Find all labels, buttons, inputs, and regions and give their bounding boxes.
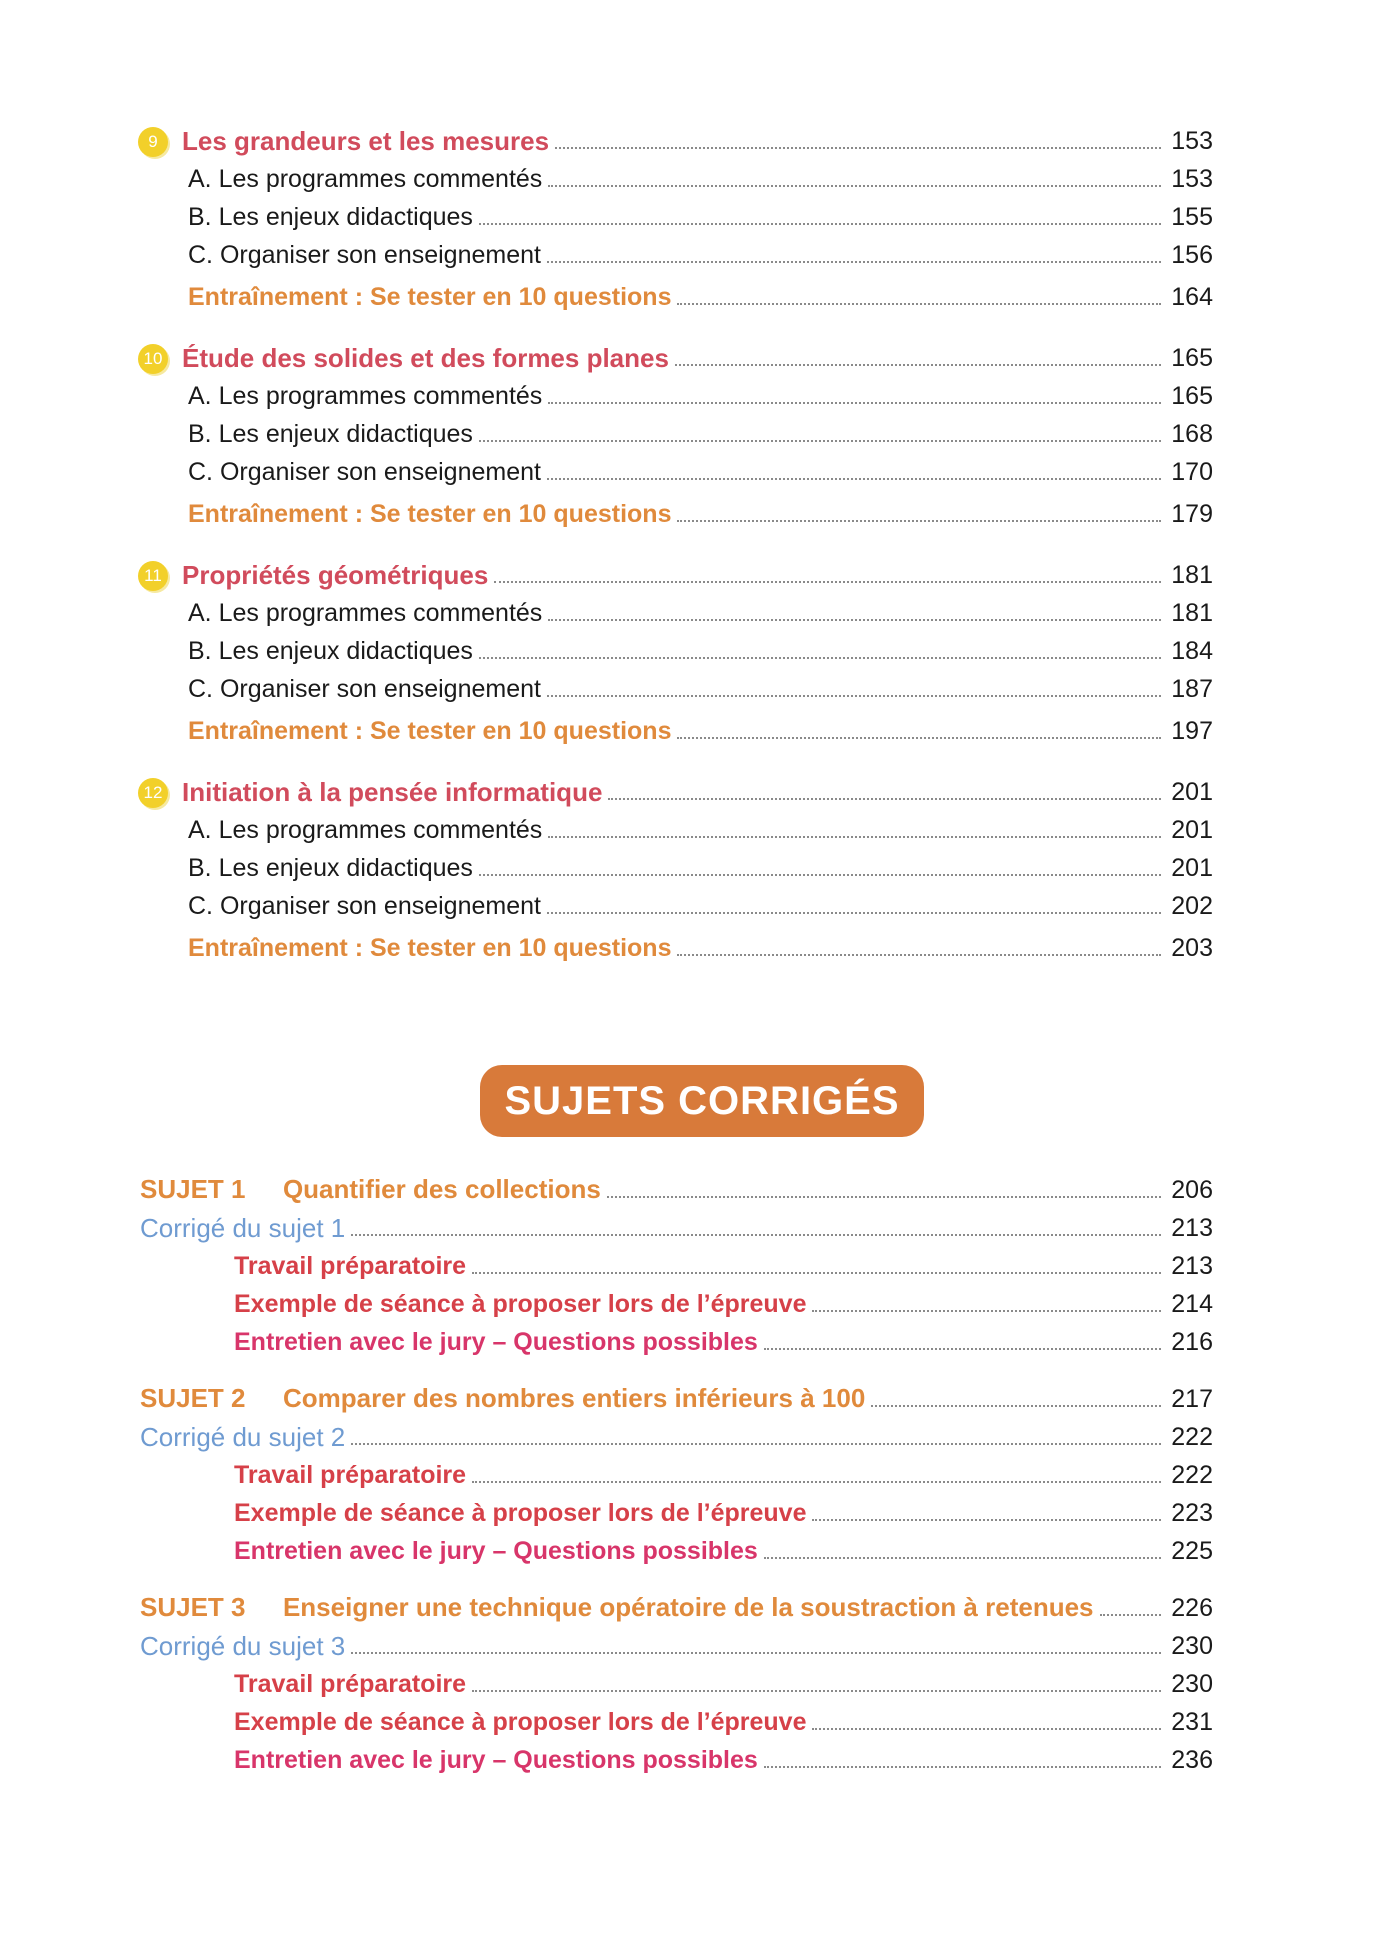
corrige-entry[interactable] xyxy=(140,1415,1213,1453)
page-number: 179 xyxy=(1171,500,1213,528)
page-number: 222 xyxy=(1171,1461,1213,1489)
section-entry[interactable] xyxy=(138,195,1213,233)
chapter-9 xyxy=(138,117,1213,313)
dot-leader xyxy=(479,223,1161,225)
dot-leader xyxy=(351,1652,1161,1654)
dot-leader xyxy=(677,954,1161,956)
dot-leader xyxy=(472,1272,1161,1274)
section-label: B. Les enjeux didactiques xyxy=(188,420,473,448)
item-label: Entretien avec le jury – Questions possibles xyxy=(234,1746,758,1774)
corrige-item[interactable] xyxy=(140,1700,1213,1738)
dot-leader xyxy=(677,303,1161,305)
sujet-1 xyxy=(140,1166,1213,1358)
sujet-number: SUJET 3 xyxy=(140,1592,246,1622)
item-label: Exemple de séance à proposer lors de l’épreuve xyxy=(234,1708,807,1736)
section-entry[interactable] xyxy=(138,412,1213,450)
page-number: 165 xyxy=(1171,382,1213,410)
page-number: 236 xyxy=(1171,1746,1213,1774)
page-number: 184 xyxy=(1171,637,1213,665)
dot-leader xyxy=(764,1557,1161,1559)
chapter-number-badge: 12 xyxy=(138,778,168,808)
dot-leader xyxy=(548,619,1161,621)
chapter-title: Les grandeurs et les mesures xyxy=(182,126,550,156)
section-label: A. Les programmes commentés xyxy=(188,599,543,627)
page-number: 197 xyxy=(1171,717,1213,745)
sujet-heading[interactable] xyxy=(140,1166,1213,1206)
dot-leader xyxy=(764,1766,1161,1768)
page-number: 214 xyxy=(1171,1290,1213,1318)
dot-leader xyxy=(871,1405,1161,1407)
page-number: 206 xyxy=(1171,1176,1213,1204)
section-label: C. Organiser son enseignement xyxy=(188,675,541,703)
dot-leader xyxy=(675,364,1161,366)
dot-leader xyxy=(479,440,1161,442)
page-number: 213 xyxy=(1171,1214,1213,1242)
dot-leader xyxy=(547,261,1161,263)
chapter-title: Propriétés géométriques xyxy=(182,560,489,590)
item-label: Travail préparatoire xyxy=(234,1461,467,1489)
dot-leader xyxy=(812,1310,1161,1312)
page-number: 155 xyxy=(1171,203,1213,231)
training-entry[interactable] xyxy=(138,488,1213,530)
page-number: 213 xyxy=(1171,1252,1213,1280)
item-label: Travail préparatoire xyxy=(234,1252,467,1280)
page-number: 201 xyxy=(1171,854,1213,882)
dot-leader xyxy=(548,402,1161,404)
chapter-number-badge: 11 xyxy=(138,561,168,591)
chapter-heading[interactable] xyxy=(138,551,1213,591)
dot-leader xyxy=(812,1519,1161,1521)
chapter-number-badge: 9 xyxy=(138,127,168,157)
corrige-item[interactable] xyxy=(140,1529,1213,1567)
training-entry[interactable] xyxy=(138,271,1213,313)
corrige-item[interactable] xyxy=(140,1738,1213,1776)
page-number: 202 xyxy=(1171,892,1213,920)
page-number: 225 xyxy=(1171,1537,1213,1565)
sujet-title: Quantifier des collections xyxy=(282,1174,601,1204)
dot-leader xyxy=(351,1443,1161,1445)
sujet-3 xyxy=(140,1584,1213,1776)
sujet-heading[interactable] xyxy=(140,1375,1213,1415)
dot-leader xyxy=(677,737,1161,739)
dot-leader xyxy=(608,798,1161,800)
dot-leader xyxy=(472,1481,1161,1483)
page-number: 231 xyxy=(1171,1708,1213,1736)
dot-leader xyxy=(555,147,1161,149)
training-entry[interactable] xyxy=(138,922,1213,964)
corrige-item[interactable] xyxy=(140,1662,1213,1700)
dot-leader xyxy=(547,478,1161,480)
section-label: B. Les enjeux didactiques xyxy=(188,854,473,882)
section-banner: SUJETS CORRIGÉS xyxy=(480,1065,924,1137)
corrige-label: Corrigé du sujet 2 xyxy=(140,1422,346,1452)
page-number: 170 xyxy=(1171,458,1213,486)
sujet-number: SUJET 2 xyxy=(140,1383,246,1413)
item-label: Entretien avec le jury – Questions possibles xyxy=(234,1537,758,1565)
page-number: 187 xyxy=(1171,675,1213,703)
chapter-heading[interactable] xyxy=(138,334,1213,374)
section-entry[interactable] xyxy=(138,233,1213,271)
dot-leader xyxy=(677,520,1161,522)
section-label: B. Les enjeux didactiques xyxy=(188,203,473,231)
page-number: 222 xyxy=(1171,1423,1213,1451)
dot-leader xyxy=(479,874,1161,876)
page-number: 165 xyxy=(1171,344,1213,372)
page-number: 201 xyxy=(1171,816,1213,844)
sujet-number: SUJET 1 xyxy=(140,1174,246,1204)
dot-leader xyxy=(547,912,1161,914)
page-number: 168 xyxy=(1171,420,1213,448)
dot-leader xyxy=(1100,1614,1162,1616)
chapter-12 xyxy=(138,768,1213,964)
training-entry[interactable] xyxy=(138,705,1213,747)
corrige-item[interactable] xyxy=(140,1244,1213,1282)
dot-leader xyxy=(607,1196,1161,1198)
item-label: Travail préparatoire xyxy=(234,1670,467,1698)
page-number: 153 xyxy=(1171,127,1213,155)
dot-leader xyxy=(494,581,1161,583)
corrige-entry[interactable] xyxy=(140,1624,1213,1662)
page-number: 230 xyxy=(1171,1632,1213,1660)
sujet-2 xyxy=(140,1375,1213,1567)
dot-leader xyxy=(351,1234,1161,1236)
section-label: C. Organiser son enseignement xyxy=(188,458,541,486)
dot-leader xyxy=(472,1690,1161,1692)
chapter-number-badge: 10 xyxy=(138,344,168,374)
page-number: 230 xyxy=(1171,1670,1213,1698)
dot-leader xyxy=(548,836,1161,838)
section-entry[interactable] xyxy=(138,667,1213,705)
dot-leader xyxy=(548,185,1161,187)
page-number: 217 xyxy=(1171,1385,1213,1413)
page-number: 226 xyxy=(1171,1594,1213,1622)
chapter-11 xyxy=(138,551,1213,747)
corrige-item[interactable] xyxy=(140,1282,1213,1320)
section-entry[interactable] xyxy=(138,884,1213,922)
chapter-title: Initiation à la pensée informatique xyxy=(182,777,603,807)
section-label: C. Organiser son enseignement xyxy=(188,892,541,920)
corrige-item[interactable] xyxy=(140,1491,1213,1529)
page-number: 216 xyxy=(1171,1328,1213,1356)
dot-leader xyxy=(547,695,1161,697)
section-label: A. Les programmes commentés xyxy=(188,816,543,844)
chapter-heading[interactable] xyxy=(138,117,1213,157)
chapter-10 xyxy=(138,334,1213,530)
corrige-entry[interactable] xyxy=(140,1206,1213,1244)
training-label: Entraînement : Se tester en 10 questions xyxy=(188,500,672,528)
section-entry[interactable] xyxy=(138,846,1213,884)
page-number: 153 xyxy=(1171,165,1213,193)
section-label: A. Les programmes commentés xyxy=(188,382,543,410)
section-entry[interactable] xyxy=(138,157,1213,195)
section-label: A. Les programmes commentés xyxy=(188,165,543,193)
page-number: 201 xyxy=(1171,778,1213,806)
page-number: 223 xyxy=(1171,1499,1213,1527)
item-label: Exemple de séance à proposer lors de l’épreuve xyxy=(234,1499,807,1527)
training-label: Entraînement : Se tester en 10 questions xyxy=(188,283,672,311)
section-entry[interactable] xyxy=(138,808,1213,846)
page-number: 156 xyxy=(1171,241,1213,269)
corrige-label: Corrigé du sujet 1 xyxy=(140,1213,346,1243)
page-number: 164 xyxy=(1171,283,1213,311)
page-number: 181 xyxy=(1171,561,1213,589)
dot-leader xyxy=(479,657,1161,659)
sujet-title: Comparer des nombres entiers inférieurs à 100 xyxy=(282,1383,866,1413)
chapter-title: Étude des solides et des formes planes xyxy=(182,343,669,373)
corrige-item[interactable] xyxy=(140,1320,1213,1358)
dot-leader xyxy=(812,1728,1161,1730)
corrige-label: Corrigé du sujet 3 xyxy=(140,1631,346,1661)
item-label: Exemple de séance à proposer lors de l’épreuve xyxy=(234,1290,807,1318)
corrige-item[interactable] xyxy=(140,1453,1213,1491)
section-entry[interactable] xyxy=(138,591,1213,629)
dot-leader xyxy=(764,1348,1161,1350)
item-label: Entretien avec le jury – Questions possibles xyxy=(234,1328,758,1356)
section-label: B. Les enjeux didactiques xyxy=(188,637,473,665)
sujet-title: Enseigner une technique opératoire de la soustraction à retenues xyxy=(282,1592,1094,1622)
training-label: Entraînement : Se tester en 10 questions xyxy=(188,717,672,745)
page-number: 203 xyxy=(1171,934,1213,962)
page-number: 181 xyxy=(1171,599,1213,627)
chapter-heading[interactable] xyxy=(138,768,1213,808)
section-entry[interactable] xyxy=(138,629,1213,667)
training-label: Entraînement : Se tester en 10 questions xyxy=(188,934,672,962)
section-entry[interactable] xyxy=(138,450,1213,488)
section-label: C. Organiser son enseignement xyxy=(188,241,541,269)
section-entry[interactable] xyxy=(138,374,1213,412)
sujet-heading[interactable] xyxy=(140,1584,1213,1624)
